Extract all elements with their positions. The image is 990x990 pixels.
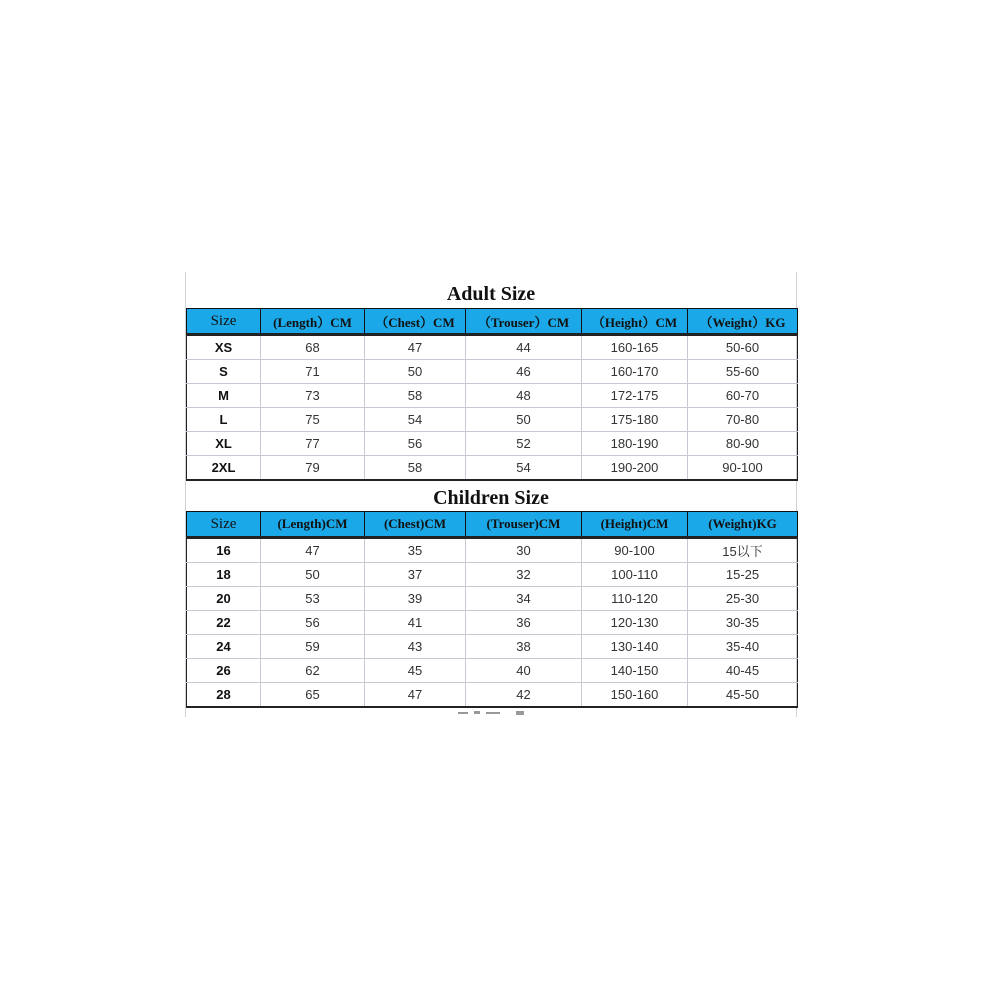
height-cell: 172-175 (582, 384, 688, 408)
children-size-title: Children Size (433, 487, 549, 509)
chest-cell: 47 (365, 335, 466, 360)
size-cell: XL (187, 432, 261, 456)
length-cell: 79 (261, 456, 365, 481)
height-cell: 140-150 (582, 659, 688, 683)
length-cell: 53 (261, 587, 365, 611)
length-cell: 65 (261, 683, 365, 708)
length-cell: 75 (261, 408, 365, 432)
trouser-cell: 44 (466, 335, 582, 360)
weight-cell: 45-50 (688, 683, 798, 708)
adult-size-table (186, 308, 798, 481)
trouser-cell: 42 (466, 683, 582, 708)
size-cell: 20 (187, 587, 261, 611)
chest-cell: 41 (365, 611, 466, 635)
table-row (187, 635, 798, 659)
trouser-cell: 36 (466, 611, 582, 635)
weight-cell: 50-60 (688, 335, 798, 360)
trouser-cell: 32 (466, 563, 582, 587)
trouser-cell: 50 (466, 408, 582, 432)
length-cell: 56 (261, 611, 365, 635)
children-header-row (187, 512, 798, 538)
chest-cell: 50 (365, 360, 466, 384)
length-cell: 71 (261, 360, 365, 384)
height-cell: 175-180 (582, 408, 688, 432)
trouser-cell: 30 (466, 538, 582, 563)
header-size: Size (187, 309, 261, 335)
weight-cell: 70-80 (688, 408, 798, 432)
size-cell: 22 (187, 611, 261, 635)
table-row (187, 360, 798, 384)
height-cell: 110-120 (582, 587, 688, 611)
chest-cell: 37 (365, 563, 466, 587)
length-cell: 47 (261, 538, 365, 563)
size-cell: 28 (187, 683, 261, 708)
height-cell: 160-170 (582, 360, 688, 384)
header-trouser: （Trouser）CM (466, 309, 582, 335)
height-cell: 150-160 (582, 683, 688, 708)
header-trouser: (Trouser)CM (466, 512, 582, 538)
header-weight: (Weight)KG (688, 512, 798, 538)
length-cell: 50 (261, 563, 365, 587)
table-row (187, 538, 798, 563)
length-cell: 62 (261, 659, 365, 683)
table-row (187, 587, 798, 611)
chest-cell: 39 (365, 587, 466, 611)
height-cell: 120-130 (582, 611, 688, 635)
size-cell: 26 (187, 659, 261, 683)
chest-cell: 54 (365, 408, 466, 432)
weight-cell: 25-30 (688, 587, 798, 611)
chest-cell: 45 (365, 659, 466, 683)
trouser-cell: 38 (466, 635, 582, 659)
size-cell: L (187, 408, 261, 432)
header-chest: （Chest）CM (365, 309, 466, 335)
trouser-cell: 34 (466, 587, 582, 611)
chest-cell: 47 (365, 683, 466, 708)
size-cell: 18 (187, 563, 261, 587)
length-cell: 77 (261, 432, 365, 456)
size-cell: M (187, 384, 261, 408)
length-cell: 68 (261, 335, 365, 360)
size-chart-sheet (185, 272, 797, 717)
size-cell: XS (187, 335, 261, 360)
table-row (187, 611, 798, 635)
height-cell: 160-165 (582, 335, 688, 360)
weight-cell: 40-45 (688, 659, 798, 683)
table-row (187, 408, 798, 432)
height-cell: 190-200 (582, 456, 688, 481)
trouser-cell: 48 (466, 384, 582, 408)
table-row (187, 384, 798, 408)
size-cell: 24 (187, 635, 261, 659)
weight-cell: 90-100 (688, 456, 798, 481)
table-row (187, 432, 798, 456)
size-cell: S (187, 360, 261, 384)
chest-cell: 58 (365, 456, 466, 481)
weight-cell: 15以下 (688, 538, 798, 563)
chest-cell: 35 (365, 538, 466, 563)
table-row (187, 683, 798, 708)
height-cell: 90-100 (582, 538, 688, 563)
trouser-cell: 54 (466, 456, 582, 481)
height-cell: 130-140 (582, 635, 688, 659)
adult-header-row (187, 309, 798, 335)
cropped-footer-text (456, 710, 536, 716)
size-cell: 16 (187, 538, 261, 563)
trouser-cell: 40 (466, 659, 582, 683)
weight-cell: 15-25 (688, 563, 798, 587)
size-cell: 2XL (187, 456, 261, 481)
header-height: （Height）CM (582, 309, 688, 335)
header-weight: （Weight）KG (688, 309, 798, 335)
weight-cell: 80-90 (688, 432, 798, 456)
chest-cell: 58 (365, 384, 466, 408)
height-cell: 100-110 (582, 563, 688, 587)
header-length: (Length)CM (261, 512, 365, 538)
weight-cell: 60-70 (688, 384, 798, 408)
table-row (187, 659, 798, 683)
header-chest: (Chest)CM (365, 512, 466, 538)
weight-cell: 55-60 (688, 360, 798, 384)
length-cell: 59 (261, 635, 365, 659)
adult-size-title: Adult Size (446, 283, 536, 305)
table-row (187, 335, 798, 360)
cropped-text-fragment-icon (456, 710, 536, 716)
length-cell: 73 (261, 384, 365, 408)
weight-cell: 35-40 (688, 635, 798, 659)
header-size: Size (187, 512, 261, 538)
table-row (187, 456, 798, 481)
header-height: (Height)CM (582, 512, 688, 538)
height-cell: 180-190 (582, 432, 688, 456)
header-length: (Length）CM (261, 309, 365, 335)
chest-cell: 43 (365, 635, 466, 659)
table-row (187, 563, 798, 587)
children-size-table (186, 511, 798, 708)
weight-cell: 30-35 (688, 611, 798, 635)
trouser-cell: 46 (466, 360, 582, 384)
chest-cell: 56 (365, 432, 466, 456)
trouser-cell: 52 (466, 432, 582, 456)
